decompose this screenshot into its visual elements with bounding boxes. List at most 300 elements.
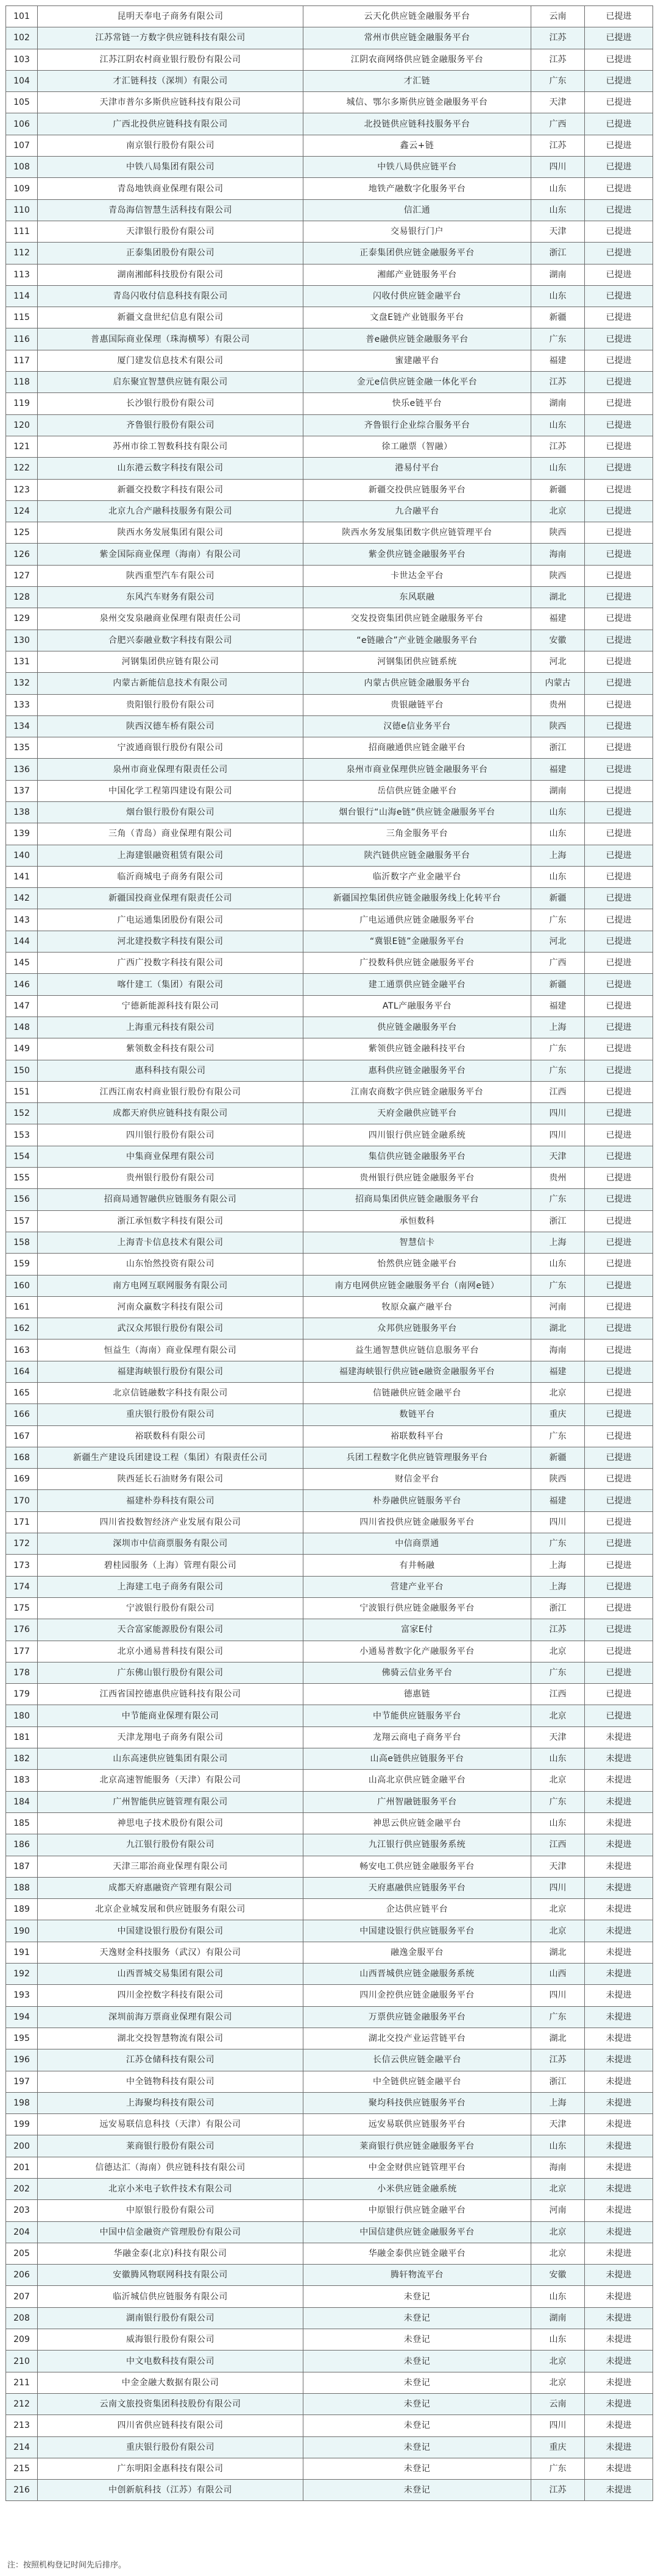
company-name-cell: 远安易联信息科技（天津）有限公司 [38, 2114, 303, 2135]
status-cell: 未提进 [585, 1726, 653, 1748]
company-name-cell: 神思电子技术股份有限公司 [38, 1812, 303, 1834]
platform-name-cell: 九江银行供应链服务系统 [303, 1834, 531, 1856]
region-cell: 浙江 [531, 243, 585, 264]
table-row [6, 2200, 653, 2221]
row-number-cell: 108 [6, 157, 38, 178]
platform-name-cell: 龙翔云商电子商务平台 [303, 1726, 531, 1748]
table-row [6, 2243, 653, 2264]
table-row [6, 1834, 653, 1856]
company-name-cell: 泉州交发泉融商业保理有限责任公司 [38, 608, 303, 630]
platform-name-cell: 信汇通 [303, 199, 531, 221]
status-cell: 未提进 [585, 2372, 653, 2393]
row-number-cell: 152 [6, 1103, 38, 1124]
status-cell: 已提进 [585, 1254, 653, 1275]
platform-name-cell: 江阴农商网络供应链金融服务平台 [303, 49, 531, 70]
company-name-cell: 湖南湘邮科技股份有限公司 [38, 264, 303, 285]
region-cell: 河北 [531, 651, 585, 672]
status-cell: 已提进 [585, 1189, 653, 1210]
row-number-cell: 207 [6, 2286, 38, 2307]
status-cell: 已提进 [585, 1662, 653, 1683]
platform-name-cell: 南方电网供应链金融服务平台（南网e链） [303, 1275, 531, 1296]
company-name-cell: 天津市普尔多斯供应链科技有限公司 [38, 92, 303, 113]
region-cell: 天津 [531, 1726, 585, 1748]
platform-name-cell: 汉德e信业务平台 [303, 715, 531, 737]
region-cell: 新疆 [531, 307, 585, 328]
row-number-cell: 192 [6, 1964, 38, 1985]
company-name-cell: 福建海峡银行股份有限公司 [38, 1361, 303, 1382]
platform-name-cell: 新疆交投供应链服务平台 [303, 479, 531, 500]
platform-name-cell: 智慧信卡 [303, 1232, 531, 1253]
company-name-cell: 中国化学工程第四建设有限公司 [38, 780, 303, 801]
row-number-cell: 187 [6, 1856, 38, 1877]
company-name-cell: 临沂城信供应链服务有限公司 [38, 2286, 303, 2307]
row-number-cell: 154 [6, 1146, 38, 1167]
platform-name-cell: 众邦供应链服务平台 [303, 1318, 531, 1339]
company-name-cell: 天津银行股份有限公司 [38, 221, 303, 242]
table-row [6, 1232, 653, 1253]
table-row [6, 1511, 653, 1533]
status-cell: 已提进 [585, 350, 653, 371]
region-cell: 江苏 [531, 2480, 585, 2501]
company-name-cell: 山东高速供应链集团有限公司 [38, 1748, 303, 1770]
region-cell: 广西 [531, 113, 585, 135]
table-row [6, 673, 653, 694]
table-row [6, 522, 653, 544]
row-number-cell: 195 [6, 2028, 38, 2049]
status-cell: 已提进 [585, 199, 653, 221]
table-row [6, 1275, 653, 1296]
platform-name-cell: 中信商票通 [303, 1533, 531, 1555]
status-cell: 已提进 [585, 673, 653, 694]
table-row [6, 587, 653, 608]
status-cell: 已提进 [585, 1490, 653, 1511]
status-cell: 未提进 [585, 1899, 653, 1920]
table-row [6, 135, 653, 156]
status-cell: 未提进 [585, 2006, 653, 2028]
region-cell: 上海 [531, 1576, 585, 1597]
region-cell: 湖北 [531, 1942, 585, 1963]
table-row [6, 372, 653, 393]
region-cell: 海南 [531, 2157, 585, 2178]
institution-table [5, 5, 653, 2501]
platform-name-cell: 常州市供应链金融服务平台 [303, 27, 531, 49]
row-number-cell: 208 [6, 2307, 38, 2329]
company-name-cell: 碧桂园服务（上海）管理有限公司 [38, 1555, 303, 1576]
status-cell: 已提进 [585, 1597, 653, 1619]
platform-name-cell: 临沂数字产业金融平台 [303, 866, 531, 887]
platform-name-cell: 闪收付供应链金融平台 [303, 285, 531, 307]
company-name-cell: 九江银行股份有限公司 [38, 1834, 303, 1856]
row-number-cell: 190 [6, 1920, 38, 1942]
table-row [6, 1210, 653, 1232]
status-cell: 已提进 [585, 1038, 653, 1060]
row-number-cell: 128 [6, 587, 38, 608]
table-row [6, 630, 653, 651]
row-number-cell: 199 [6, 2114, 38, 2135]
region-cell: 江苏 [531, 1619, 585, 1641]
row-number-cell: 105 [6, 92, 38, 113]
row-number-cell: 132 [6, 673, 38, 694]
status-cell: 未提进 [585, 2049, 653, 2071]
status-cell: 已提进 [585, 1103, 653, 1124]
platform-name-cell: 小米供应链金融系统 [303, 2178, 531, 2199]
table-row [6, 1017, 653, 1038]
row-number-cell: 198 [6, 2092, 38, 2113]
platform-name-cell: 河钢集团供应链系统 [303, 651, 531, 672]
table-row [6, 1770, 653, 1791]
region-cell: 天津 [531, 2114, 585, 2135]
table-row [6, 221, 653, 242]
region-cell: 安徽 [531, 630, 585, 651]
platform-name-cell: 江南农商数字供应链金融服务平台 [303, 1081, 531, 1102]
company-name-cell: 四川银行股份有限公司 [38, 1124, 303, 1146]
company-name-cell: 江西江南农村商业银行股份有限公司 [38, 1081, 303, 1102]
platform-name-cell: 供应链金融服务平台 [303, 1017, 531, 1038]
region-cell: 新疆 [531, 479, 585, 500]
company-name-cell: 重庆银行股份有限公司 [38, 2436, 303, 2458]
table-row [6, 2307, 653, 2329]
platform-name-cell: 紫领供应链金融科技平台 [303, 1038, 531, 1060]
region-cell: 天津 [531, 92, 585, 113]
region-cell: 山东 [531, 2286, 585, 2307]
row-number-cell: 109 [6, 178, 38, 199]
row-number-cell: 147 [6, 995, 38, 1017]
company-name-cell: 河北建投数字科技有限公司 [38, 931, 303, 952]
table-row [6, 2480, 653, 2501]
status-cell: 已提进 [585, 845, 653, 866]
status-cell: 已提进 [585, 1296, 653, 1318]
region-cell: 海南 [531, 1339, 585, 1361]
table-row [6, 544, 653, 565]
row-number-cell: 142 [6, 888, 38, 909]
status-cell: 已提进 [585, 264, 653, 285]
row-number-cell: 116 [6, 328, 38, 350]
row-number-cell: 118 [6, 372, 38, 393]
table-row [6, 2114, 653, 2135]
table-row [6, 1490, 653, 1511]
platform-name-cell: “冀银E链”金融服务平台 [303, 931, 531, 952]
company-name-cell: 上海青卡信息技术有限公司 [38, 1232, 303, 1253]
company-name-cell: 宁波银行股份有限公司 [38, 1597, 303, 1619]
table-row [6, 1060, 653, 1081]
platform-name-cell: 朴券融供应链服务平台 [303, 1490, 531, 1511]
row-number-cell: 127 [6, 565, 38, 586]
company-name-cell: 山西晋城交易集团有限公司 [38, 1964, 303, 1985]
region-cell: 广东 [531, 328, 585, 350]
region-cell: 山东 [531, 866, 585, 887]
platform-name-cell: 腾轩物流平台 [303, 2265, 531, 2286]
region-cell: 山东 [531, 2329, 585, 2351]
row-number-cell: 160 [6, 1275, 38, 1296]
status-cell: 已提进 [585, 759, 653, 780]
table-row [6, 1684, 653, 1705]
platform-name-cell: 莱商银行供应链金融服务平台 [303, 2135, 531, 2157]
region-cell: 新疆 [531, 974, 585, 995]
company-name-cell: 裕联数科有限公司 [38, 1425, 303, 1447]
region-cell: 北京 [531, 2351, 585, 2372]
company-name-cell: 天合富家能源股份有限公司 [38, 1619, 303, 1641]
row-number-cell: 167 [6, 1425, 38, 1447]
table-row [6, 199, 653, 221]
table-row [6, 328, 653, 350]
status-cell: 已提进 [585, 1425, 653, 1447]
status-cell: 已提进 [585, 866, 653, 887]
company-name-cell: 成都天府供应链科技有限公司 [38, 1103, 303, 1124]
status-cell: 已提进 [585, 70, 653, 91]
row-number-cell: 110 [6, 199, 38, 221]
table-row [6, 414, 653, 436]
region-cell: 陕西 [531, 1469, 585, 1490]
status-cell: 已提进 [585, 479, 653, 500]
company-name-cell: 新疆文盘世纪信息有限公司 [38, 307, 303, 328]
region-cell: 重庆 [531, 1404, 585, 1425]
company-name-cell: 内蒙古新能信息技术有限公司 [38, 673, 303, 694]
status-cell: 已提进 [585, 1318, 653, 1339]
table-row [6, 953, 653, 974]
row-number-cell: 213 [6, 2415, 38, 2436]
platform-name-cell: 蜜建融平台 [303, 350, 531, 371]
company-name-cell: 信德达汇（海南）供应链科技有限公司 [38, 2157, 303, 2178]
platform-name-cell: 广州智融链服务平台 [303, 1791, 531, 1812]
company-name-cell: 贵阳银行股份有限公司 [38, 694, 303, 715]
region-cell: 上海 [531, 1232, 585, 1253]
row-number-cell: 196 [6, 2049, 38, 2071]
row-number-cell: 129 [6, 608, 38, 630]
platform-name-cell: “e链融合”产业链金融服务平台 [303, 630, 531, 651]
region-cell: 天津 [531, 1146, 585, 1167]
row-number-cell: 124 [6, 500, 38, 522]
status-cell: 已提进 [585, 1146, 653, 1167]
table-row [6, 1339, 653, 1361]
status-cell: 已提进 [585, 694, 653, 715]
platform-name-cell: 卡世达金平台 [303, 565, 531, 586]
table-row [6, 823, 653, 845]
row-number-cell: 140 [6, 845, 38, 866]
platform-name-cell: 天府金融供应链平台 [303, 1103, 531, 1124]
platform-name-cell: 惠科供应链金融服务平台 [303, 1060, 531, 1081]
region-cell: 山东 [531, 199, 585, 221]
row-number-cell: 171 [6, 1511, 38, 1533]
table-row [6, 2329, 653, 2351]
table-row [6, 436, 653, 457]
region-cell: 山东 [531, 285, 585, 307]
status-cell: 已提进 [585, 500, 653, 522]
region-cell: 山东 [531, 1254, 585, 1275]
status-cell: 未提进 [585, 1812, 653, 1834]
company-name-cell: 江苏仓储科技有限公司 [38, 2049, 303, 2071]
region-cell: 四川 [531, 1511, 585, 1533]
table-row [6, 1081, 653, 1102]
row-number-cell: 188 [6, 1877, 38, 1898]
table-row [6, 1705, 653, 1726]
table-row [6, 651, 653, 672]
row-number-cell: 121 [6, 436, 38, 457]
status-cell: 未提进 [585, 1964, 653, 1985]
region-cell: 山东 [531, 801, 585, 823]
region-cell: 山东 [531, 1748, 585, 1770]
company-name-cell: 齐鲁银行股份有限公司 [38, 414, 303, 436]
region-cell: 北京 [531, 1705, 585, 1726]
platform-name-cell: 山高北京供应链金融平台 [303, 1770, 531, 1791]
region-cell: 新疆 [531, 1447, 585, 1468]
region-cell: 湖南 [531, 264, 585, 285]
table-row [6, 1404, 653, 1425]
platform-name-cell: 山西晋城供应链金融服务系统 [303, 1964, 531, 1985]
region-cell: 陕西 [531, 565, 585, 586]
platform-name-cell: 鑫云+链 [303, 135, 531, 156]
table-row [6, 70, 653, 91]
status-cell: 未提进 [585, 2458, 653, 2479]
row-number-cell: 169 [6, 1469, 38, 1490]
platform-name-cell: 烟台银行“山海e链”供应链金融服务平台 [303, 801, 531, 823]
platform-name-cell: 交易银行门户 [303, 221, 531, 242]
table-row [6, 243, 653, 264]
row-number-cell: 214 [6, 2436, 38, 2458]
status-cell: 未提进 [585, 2092, 653, 2113]
status-cell: 未提进 [585, 2351, 653, 2372]
company-name-cell: 青岛地铁商业保理有限公司 [38, 178, 303, 199]
region-cell: 山西 [531, 1964, 585, 1985]
table-row [6, 565, 653, 586]
company-name-cell: 烟台银行股份有限公司 [38, 801, 303, 823]
platform-name-cell: 四川银行供应链金融系统 [303, 1124, 531, 1146]
platform-name-cell: 广投数科供应链金融服务平台 [303, 953, 531, 974]
company-name-cell: 青岛海信智慧生活科技有限公司 [38, 199, 303, 221]
status-cell: 未提进 [585, 2307, 653, 2329]
status-cell: 已提进 [585, 630, 653, 651]
status-cell: 已提进 [585, 1081, 653, 1102]
row-number-cell: 166 [6, 1404, 38, 1425]
region-cell: 浙江 [531, 737, 585, 759]
region-cell: 广东 [531, 70, 585, 91]
region-cell: 湖北 [531, 587, 585, 608]
platform-name-cell: 未登记 [303, 2415, 531, 2436]
row-number-cell: 155 [6, 1168, 38, 1189]
row-number-cell: 182 [6, 1748, 38, 1770]
region-cell: 江苏 [531, 135, 585, 156]
table-row [6, 2415, 653, 2436]
status-cell: 已提进 [585, 1339, 653, 1361]
region-cell: 江苏 [531, 372, 585, 393]
row-number-cell: 111 [6, 221, 38, 242]
company-name-cell: 江西省国控德惠供应链科技有限公司 [38, 1684, 303, 1705]
row-number-cell: 172 [6, 1533, 38, 1555]
platform-name-cell: 广电运通供应链金融服务平台 [303, 909, 531, 931]
platform-name-cell: 中金金财供应链管理平台 [303, 2157, 531, 2178]
platform-name-cell: 畅安电工供应链金融服务平台 [303, 1856, 531, 1877]
row-number-cell: 103 [6, 49, 38, 70]
table-row [6, 866, 653, 887]
platform-name-cell: 陕汽链供应链金融服务平台 [303, 845, 531, 866]
region-cell: 山东 [531, 414, 585, 436]
table-row [6, 27, 653, 49]
region-cell: 福建 [531, 608, 585, 630]
status-cell: 未提进 [585, 1748, 653, 1770]
footnote: 注：按照机构登记时间先后排序。 [7, 2561, 127, 2570]
company-name-cell: 宁德新能源科技有限公司 [38, 995, 303, 1017]
company-name-cell: 莱商银行股份有限公司 [38, 2135, 303, 2157]
row-number-cell: 194 [6, 2006, 38, 2028]
region-cell: 江苏 [531, 436, 585, 457]
row-number-cell: 174 [6, 1576, 38, 1597]
table-row [6, 888, 653, 909]
platform-name-cell: 宁波银行供应链金融服务平台 [303, 1597, 531, 1619]
region-cell: 浙江 [531, 1597, 585, 1619]
region-cell: 云南 [531, 2393, 585, 2415]
row-number-cell: 107 [6, 135, 38, 156]
platform-name-cell: 融逸金服平台 [303, 1942, 531, 1963]
region-cell: 湖北 [531, 2028, 585, 2049]
platform-name-cell: 贵银融链平台 [303, 694, 531, 715]
company-name-cell: 安徽腾风物联网科技有限公司 [38, 2265, 303, 2286]
platform-name-cell: 富家E付 [303, 1619, 531, 1641]
row-number-cell: 215 [6, 2458, 38, 2479]
table-row [6, 6, 653, 27]
table-row [6, 801, 653, 823]
status-cell: 已提进 [585, 1361, 653, 1382]
platform-name-cell: 数链平台 [303, 1404, 531, 1425]
status-cell: 已提进 [585, 243, 653, 264]
table-row [6, 1920, 653, 1942]
platform-name-cell: 天府惠融供应链服务平台 [303, 1877, 531, 1898]
status-cell: 已提进 [585, 737, 653, 759]
row-number-cell: 153 [6, 1124, 38, 1146]
table-row [6, 845, 653, 866]
row-number-cell: 181 [6, 1726, 38, 1748]
table-row [6, 1726, 653, 1748]
company-name-cell: 北京信链融数字科技有限公司 [38, 1383, 303, 1404]
region-cell: 安徽 [531, 2265, 585, 2286]
company-name-cell: 山东港云数字科技有限公司 [38, 458, 303, 479]
status-cell: 未提进 [585, 2071, 653, 2092]
institution-table-body [6, 6, 653, 2501]
company-name-cell: 广东明阳金惠科技有限公司 [38, 2458, 303, 2479]
company-name-cell: 湖南银行股份有限公司 [38, 2307, 303, 2329]
row-number-cell: 146 [6, 974, 38, 995]
platform-name-cell: 北投链供应链科技服务平台 [303, 113, 531, 135]
row-number-cell: 106 [6, 113, 38, 135]
company-name-cell: 上海建银融资租赁有限公司 [38, 845, 303, 866]
status-cell: 已提进 [585, 715, 653, 737]
row-number-cell: 203 [6, 2200, 38, 2221]
row-number-cell: 114 [6, 285, 38, 307]
region-cell: 江苏 [531, 49, 585, 70]
table-row [6, 2436, 653, 2458]
company-name-cell: 中节能商业保理有限公司 [38, 1705, 303, 1726]
status-cell: 已提进 [585, 135, 653, 156]
region-cell: 上海 [531, 845, 585, 866]
row-number-cell: 180 [6, 1705, 38, 1726]
table-row [6, 2265, 653, 2286]
status-cell: 已提进 [585, 1619, 653, 1641]
status-cell: 未提进 [585, 1834, 653, 1856]
table-row [6, 1168, 653, 1189]
company-name-cell: 江苏常链一方数字供应链科技有限公司 [38, 27, 303, 49]
row-number-cell: 115 [6, 307, 38, 328]
region-cell: 江西 [531, 1684, 585, 1705]
status-cell: 已提进 [585, 372, 653, 393]
region-cell: 北京 [531, 1920, 585, 1942]
region-cell: 广东 [531, 1189, 585, 1210]
region-cell: 广东 [531, 1791, 585, 1812]
status-cell: 已提进 [585, 1060, 653, 1081]
status-cell: 未提进 [585, 1791, 653, 1812]
table-row [6, 1038, 653, 1060]
status-cell: 未提进 [585, 2436, 653, 2458]
company-name-cell: 喀什建工（集团）有限公司 [38, 974, 303, 995]
table-row [6, 759, 653, 780]
row-number-cell: 141 [6, 866, 38, 887]
